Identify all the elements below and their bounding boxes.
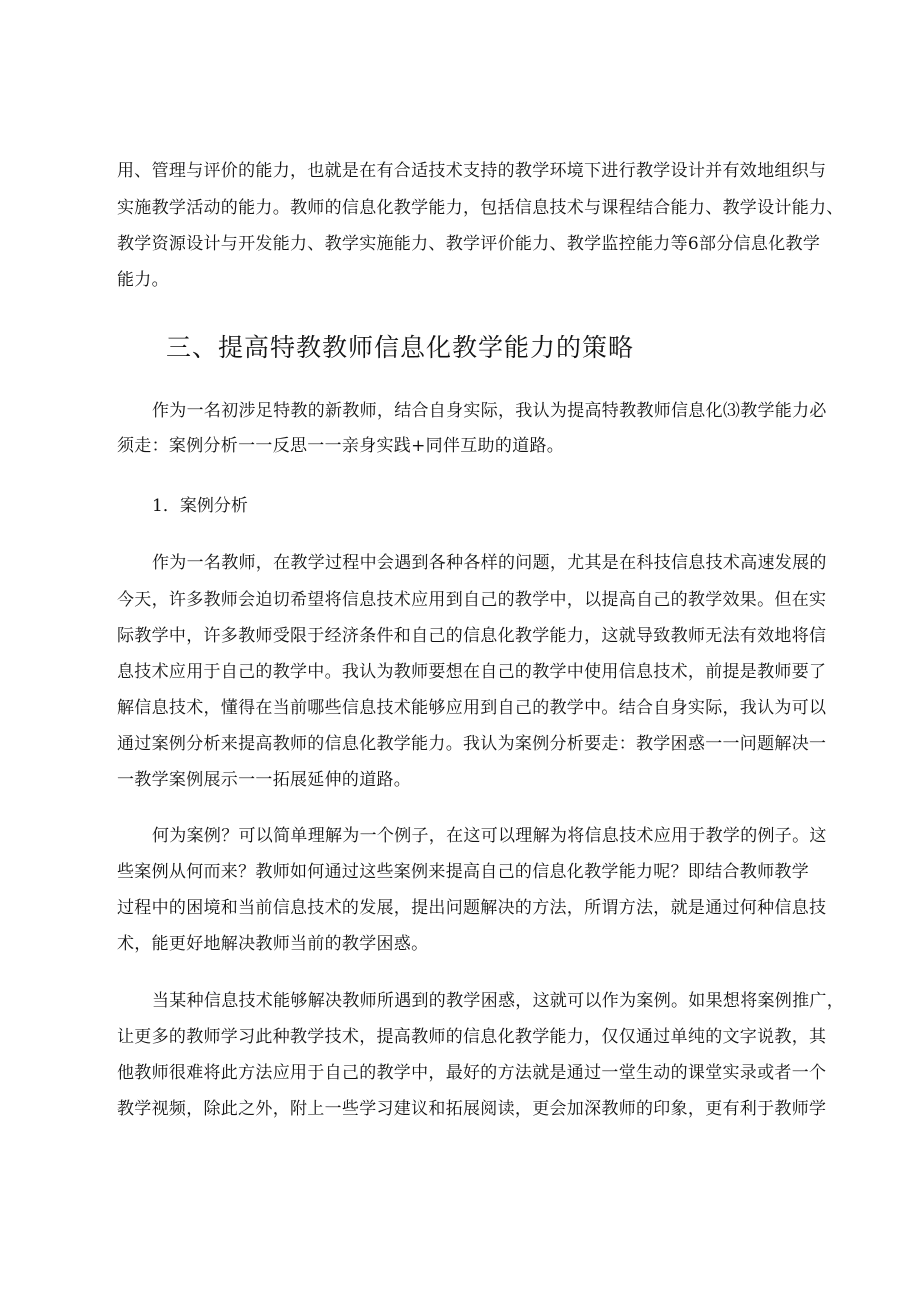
paragraph-line: 作为一名教师，在教学过程中会遇到各种各样的问题，尤其是在科技信息技术高速发展的 (152, 553, 827, 573)
paragraph-line: 实施教学活动的能力。教师的信息化教学能力，包括信息技术与课程结合能力、教学设计能力、 (117, 198, 844, 218)
paragraph-line: 须走：案例分析一一反思一一亲身实践+同伴互助的道路。 (117, 436, 565, 456)
paragraph-line: 通过案例分析来提高教师的信息化教学能力。我认为案例分析要走：教学困惑一一问题解决一 (117, 734, 827, 754)
paragraph-line: 他教师很难将此方法应用于自己的教学中，最好的方法就是通过一堂生动的课堂实录或者一个 (117, 1063, 827, 1083)
paragraph-line: 一教学案例展示一一拓展延伸的道路。 (117, 770, 412, 790)
subsection-heading: 1．案例分析 (152, 496, 248, 516)
paragraph-line: 际教学中，许多教师受限于经济条件和自己的信息化教学能力，这就导致教师无法有效地将信 (117, 626, 827, 646)
paragraph-line: 何为案例？可以简单理解为一个例子，在这可以理解为将信息技术应用于教学的例子。这 (152, 826, 827, 846)
paragraph-line: 今天，许多教师会迫切希望将信息技术应用到自己的教学中，以提高自己的教学效果。但在实 (117, 590, 827, 610)
paragraph-line: 作为一名初涉足特教的新教师，结合自身实际，我认为提高特教教师信息化⑶教学能力必 (152, 401, 827, 421)
paragraph-line: 些案例从何而来？教师如何通过这些案例来提高自己的信息化教学能力呢？即结合教师教学 (117, 862, 809, 882)
section-heading: 三、提高特教教师信息化教学能力的策略 (166, 333, 635, 362)
paragraph-line: 当某种信息技术能够解决教师所遇到的教学困惑，这就可以作为案例。如果想将案例推广， (152, 991, 844, 1011)
paragraph-line: 能力。 (117, 270, 169, 290)
paragraph-line: 教学视频，除此之外，附上一些学习建议和拓展阅读，更会加深教师的印象，更有利于教师学 (117, 1099, 827, 1119)
paragraph-line: 让更多的教师学习此种教学技术，提高教师的信息化教学能力，仅仅通过单纯的文字说教，其 (117, 1027, 827, 1047)
paragraph-line: 息技术应用于自己的教学中。我认为教师要想在自己的教学中使用信息技术，前提是教师要了 (117, 662, 827, 682)
paragraph-line: 解信息技术，懂得在当前哪些信息技术能够应用到自己的教学中。结合自身实际，我认为可以 (117, 698, 827, 718)
paragraph-line: 用、管理与评价的能力，也就是在有合适技术支持的教学环境下进行教学设计并有效地组织与 (117, 161, 827, 181)
paragraph-line: 术，能更好地解决教师当前的教学困惑。 (117, 934, 429, 954)
paragraph-line: 教学资源设计与开发能力、教学实施能力、教学评价能力、教学监控能力等6部分信息化教学 (117, 234, 821, 254)
paragraph-line: 过程中的困境和当前信息技术的发展，提出问题解决的方法，所谓方法，就是通过何种信息技 (117, 898, 827, 918)
